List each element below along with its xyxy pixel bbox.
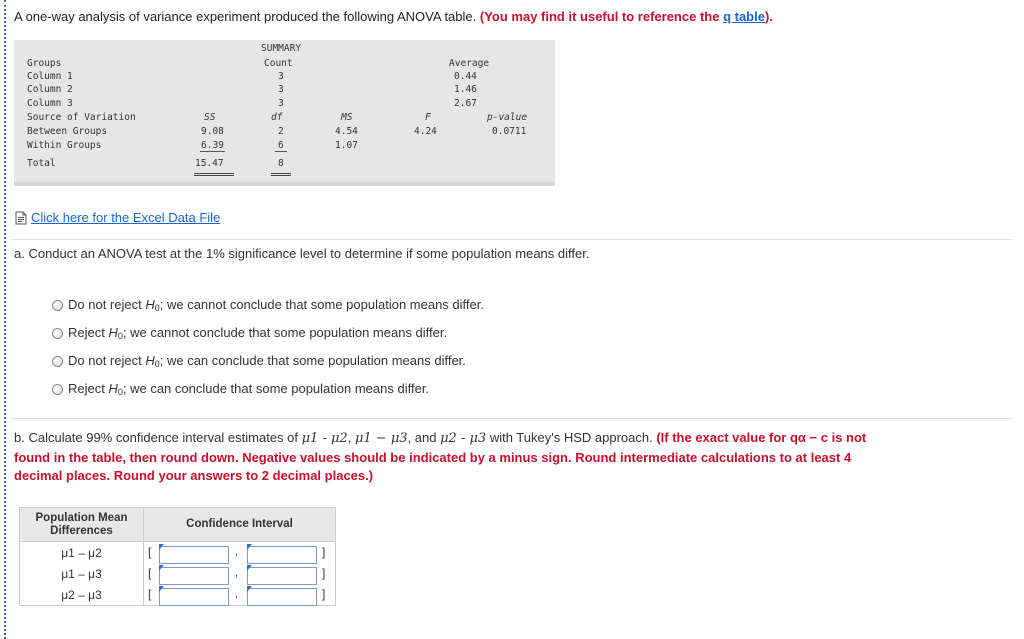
input-flag-icon: [159, 586, 164, 592]
hypothesis-subscript: 0: [154, 303, 160, 313]
group-average: 2.67: [454, 98, 477, 109]
close-bracket: ]: [322, 566, 326, 580]
option-text: [68, 353, 466, 369]
input-flag-icon: [247, 544, 252, 550]
part-b-prompt: b. Calculate 99% confidence interval estimates of μ1 - μ2, μ1 − μ3, and μ2 - μ3 with Tukey's HSD approach. (If the exact value for qα − c is not found in the table, then round down. Negative values should be indicated by a minus sign. Round intermediate calculations to at least 4 decimal places. Round your answers to 2 decimal places.): [14, 430, 867, 483]
within-df: 6: [275, 140, 287, 152]
count-header: Count: [264, 58, 293, 69]
anova-table: [14, 40, 555, 182]
radio-button[interactable]: [52, 328, 63, 339]
option-prefix: Reject: [68, 325, 109, 340]
group-count: 3: [278, 98, 284, 109]
ci-cell: [144, 584, 336, 606]
comma-separator: ,: [235, 588, 239, 600]
answer-option[interactable]: [52, 319, 484, 347]
within-groups-label: Within Groups: [27, 140, 102, 151]
hypothesis-subscript: 0: [117, 387, 123, 397]
option-suffix: ; we cannot conclude that some population means differ.: [159, 297, 484, 312]
between-df: 2: [278, 126, 284, 137]
null-hypothesis: [145, 353, 159, 368]
excel-data-link[interactable]: [14, 210, 220, 225]
ci-row: [20, 563, 336, 584]
hypothesis-symbol: H: [145, 353, 155, 368]
option-text: [68, 297, 484, 313]
lower-bound-wrapper: [159, 544, 229, 562]
mu1-minus-mu2: μ1 - μ2: [301, 431, 348, 446]
excel-file-icon: [14, 211, 28, 225]
part-b-lead: b. Calculate 99% confidence interval estimates of: [14, 430, 302, 445]
option-text: [68, 381, 429, 397]
lower-bound-input[interactable]: [159, 588, 229, 606]
part-b-tail: with Tukey's HSD approach.: [486, 430, 657, 445]
option-prefix: Do not reject: [68, 353, 146, 368]
confidence-interval-header: Confidence Interval: [144, 508, 336, 542]
lower-bound-wrapper: [159, 586, 229, 604]
and-word: , and: [407, 430, 441, 445]
excel-link-text[interactable]: Click here for the Excel Data File: [31, 210, 221, 225]
option-suffix: ; we can conclude that some population means differ.: [122, 381, 430, 396]
answer-option[interactable]: [52, 291, 484, 319]
group-name: Column 3: [27, 98, 73, 109]
open-bracket: [: [148, 566, 152, 580]
group-name: Column 1: [27, 71, 73, 82]
upper-bound-wrapper: [247, 565, 317, 583]
group-average: 0.44: [454, 71, 477, 82]
ms-header: MS: [341, 112, 353, 123]
group-name: Column 2: [27, 84, 73, 95]
lower-bound-input[interactable]: [159, 546, 229, 564]
option-text: [68, 325, 447, 341]
average-header: Average: [449, 58, 490, 69]
ci-row: [20, 584, 336, 606]
ss-header: SS: [204, 112, 216, 123]
hint-prefix: (You may find it useful to reference the: [479, 9, 724, 24]
hint-text: [480, 9, 773, 24]
q-table-link[interactable]: q table: [723, 9, 765, 24]
f-header: F: [425, 112, 431, 123]
confidence-interval-table: [19, 507, 336, 606]
open-bracket: [: [148, 545, 152, 559]
total-ss: 15.47: [195, 158, 224, 169]
hypothesis-symbol: H: [108, 381, 118, 396]
source-header: Source of Variation: [27, 112, 136, 123]
mu1-minus-mu3: μ1 − μ3: [354, 431, 408, 446]
open-bracket: [: [148, 587, 152, 601]
upper-bound-wrapper: [247, 586, 317, 604]
group-average: 1.46: [454, 84, 477, 95]
option-suffix: ; we can conclude that some population means differ.: [159, 353, 466, 368]
within-ms: 1.07: [335, 140, 358, 151]
ci-cell: [144, 563, 336, 584]
between-f: 4.24: [414, 126, 437, 137]
upper-bound-input[interactable]: [247, 546, 317, 564]
radio-button[interactable]: [52, 356, 63, 367]
option-suffix: ; we cannot conclude that some population means differ.: [122, 325, 448, 340]
answer-option[interactable]: [52, 375, 484, 403]
mu2-minus-mu3: μ2 - μ3: [440, 431, 487, 446]
comma-separator: ,: [235, 567, 239, 579]
group-count: 3: [278, 84, 284, 95]
groups-header: Groups: [27, 58, 62, 69]
close-bracket: ]: [322, 545, 326, 559]
df-header: df: [271, 112, 283, 123]
part-a-prompt: a. Conduct an ANOVA test at the 1% significance level to determine if some population means differ.: [14, 246, 590, 261]
comma-separator: ,: [235, 546, 239, 558]
null-hypothesis: [108, 325, 122, 340]
ci-row: [20, 542, 336, 564]
close-bracket: ]: [322, 587, 326, 601]
ci-cell: [144, 542, 336, 564]
input-flag-icon: [159, 544, 164, 550]
upper-bound-input[interactable]: [247, 588, 317, 606]
total-ss-double-rule: [194, 173, 234, 174]
hypothesis-symbol: H: [108, 325, 118, 340]
answer-option[interactable]: [52, 347, 484, 375]
option-prefix: Reject: [68, 381, 109, 396]
between-groups-label: Between Groups: [27, 126, 108, 137]
p-value-header: p-value: [487, 112, 528, 123]
section-divider: [12, 239, 1012, 240]
input-flag-icon: [247, 565, 252, 571]
upper-bound-input[interactable]: [247, 567, 317, 585]
intro-text: [14, 9, 773, 24]
between-ms: 4.54: [335, 126, 358, 137]
pair-label: μ1 – μ3: [20, 563, 144, 584]
ci-header-row: [20, 508, 336, 542]
mean-differences-header: Population Mean Differences: [20, 508, 144, 542]
radio-button[interactable]: [52, 300, 63, 311]
hint-suffix: ).: [764, 9, 773, 24]
hypothesis-subscript: 0: [117, 331, 123, 341]
lower-bound-wrapper: [159, 565, 229, 583]
null-hypothesis: [145, 297, 159, 312]
lower-bound-input[interactable]: [159, 567, 229, 585]
null-hypothesis: [108, 381, 122, 396]
total-df-double-rule: [271, 175, 291, 176]
pair-label: μ2 – μ3: [20, 584, 144, 606]
total-df: 8: [278, 158, 284, 169]
anova-table-footer: [14, 182, 555, 186]
input-flag-icon: [159, 565, 164, 571]
radio-button[interactable]: [52, 384, 63, 395]
total-ss-double-rule: [194, 175, 234, 176]
group-count: 3: [278, 71, 284, 82]
part-a-options: [52, 291, 484, 403]
option-prefix: Do not reject: [68, 297, 146, 312]
left-border-rule: [4, 0, 6, 639]
between-ss: 9.08: [201, 126, 224, 137]
intro-sentence: A one-way analysis of variance experiment produced the following ANOVA table.: [14, 9, 477, 24]
total-label: Total: [27, 158, 56, 169]
upper-bound-wrapper: [247, 544, 317, 562]
between-p-value: 0.0711: [492, 126, 527, 137]
total-df-double-rule: [271, 173, 291, 174]
summary-header: SUMMARY: [261, 43, 302, 54]
section-divider: [12, 418, 1012, 419]
within-ss: 6.39: [201, 140, 224, 151]
input-flag-icon: [247, 586, 252, 592]
pair-label: μ1 – μ2: [20, 542, 144, 564]
part-b-instructions: (If the exact value for qα − c is not found in the table, then round down. Negative values should be indicated by a minus sign. Round intermediate calculations to at least 4 decimal places. Round your answers to 2 decimal places.): [14, 430, 867, 483]
hypothesis-symbol: H: [145, 297, 155, 312]
hypothesis-subscript: 0: [154, 359, 160, 369]
